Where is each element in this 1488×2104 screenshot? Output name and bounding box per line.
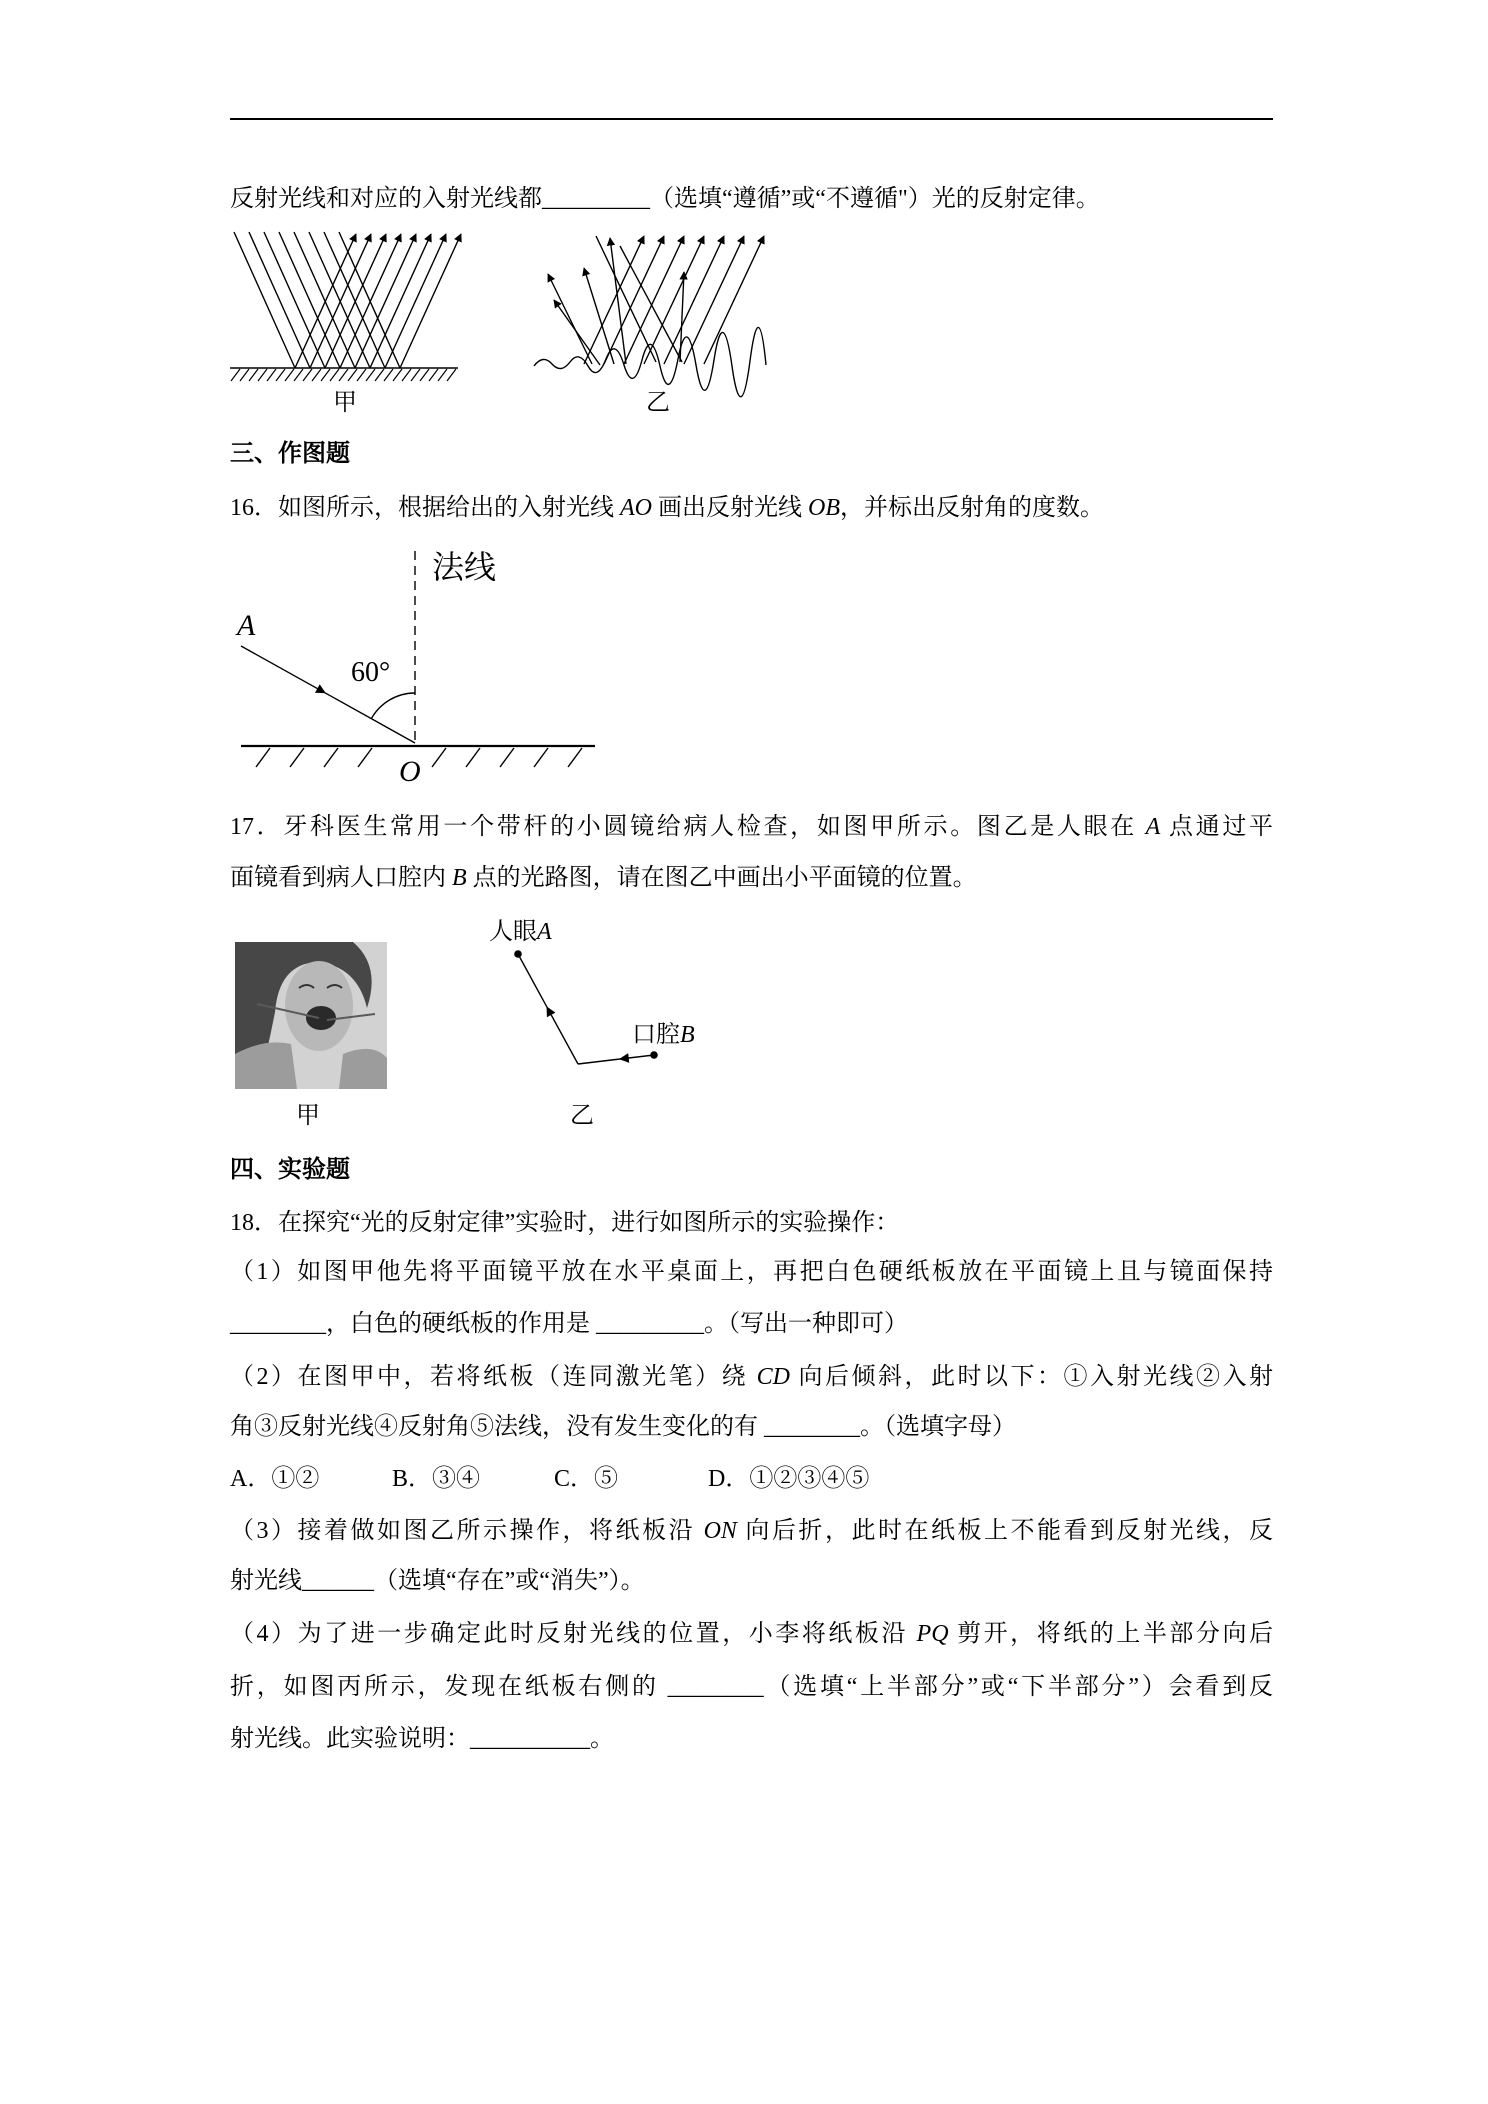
hatch-mark bbox=[429, 369, 438, 381]
hatch-mark bbox=[393, 369, 402, 381]
hatch-mark bbox=[384, 369, 393, 381]
hatch-mark bbox=[267, 369, 276, 381]
hatch-mark bbox=[357, 369, 366, 381]
parallel-ray bbox=[644, 236, 704, 364]
eye-label-text: 人眼 bbox=[489, 919, 537, 945]
hatch-mark bbox=[330, 369, 339, 381]
q17-prompt-line-1 bbox=[230, 810, 1273, 844]
incident-ray bbox=[324, 232, 385, 368]
q17-text: 点通过平 bbox=[1160, 814, 1274, 840]
incident-ray bbox=[249, 232, 310, 368]
q18-part4-line-3: 射光线。此实验说明：__________。 bbox=[230, 1726, 614, 1752]
option-a: A．①② bbox=[230, 1466, 320, 1492]
parallel-ray bbox=[604, 236, 664, 364]
section-title-drawing: 三、作图题 bbox=[230, 441, 350, 467]
parallel-ray bbox=[704, 236, 764, 364]
hatch-mark bbox=[290, 748, 304, 767]
hatch-mark bbox=[285, 369, 294, 381]
q18-part3-line-2: 射光线______（选填“存在”或“消失”）。 bbox=[230, 1568, 645, 1594]
light-ray-from-mouth bbox=[578, 1059, 620, 1064]
q15-continuation-line: 反射光线和对应的入射光线都_________（选填“遵循”或“不遵循"）光的反射定律。 bbox=[230, 186, 1100, 212]
hatch-mark bbox=[500, 748, 514, 767]
incident-ray bbox=[279, 232, 340, 368]
hatch-mark bbox=[358, 748, 372, 767]
q18-text: （4）为了进一步确定此时反射光线的位置，小李将纸板沿 bbox=[230, 1621, 917, 1647]
option-b: B．③④ bbox=[392, 1466, 481, 1492]
ray-ao-label: AO bbox=[620, 495, 652, 521]
q18-text: （3）接着做如图乙所示操作，将纸板沿 bbox=[230, 1518, 704, 1544]
hatch-mark bbox=[321, 369, 330, 381]
reflected-ray bbox=[400, 234, 461, 368]
hatch-mark bbox=[375, 369, 384, 381]
point-o-label: O bbox=[399, 755, 421, 788]
q18-part2-line-1 bbox=[230, 1360, 1273, 1394]
hatch-mark bbox=[249, 369, 258, 381]
q18-intro: 18．在探究“光的反射定律”实验时，进行如图所示的实验操作： bbox=[230, 1210, 900, 1236]
photo-right-hand bbox=[339, 1049, 387, 1089]
hatch-mark bbox=[534, 748, 548, 767]
q18-text: （2）在图甲中，若将纸板（连同激光笔）绕 bbox=[230, 1364, 757, 1390]
incident-ray bbox=[339, 232, 400, 368]
specular-reflection-figure bbox=[230, 228, 466, 388]
parallel-ray bbox=[584, 236, 644, 364]
light-ray-from-mouth bbox=[620, 1055, 654, 1059]
angle-arc bbox=[371, 693, 415, 719]
figure-label-yi: 乙 bbox=[570, 1103, 594, 1129]
figure-label-jia: 甲 bbox=[333, 390, 357, 416]
q18-text: 剪开，将纸的上半部分向后 bbox=[948, 1621, 1274, 1647]
hatch-mark bbox=[256, 748, 270, 767]
ray-ob-label: OB bbox=[808, 495, 840, 521]
figure-label-yi: 乙 bbox=[646, 390, 670, 416]
header-rule bbox=[230, 118, 1273, 120]
eye-point-letter: A bbox=[537, 919, 552, 945]
hatch-mark bbox=[432, 748, 446, 767]
light-ray-to-eye bbox=[518, 954, 547, 1007]
option-d: D．①②③④⑤ bbox=[708, 1466, 870, 1492]
q18-text: 向后折，此时在纸板上不能看到反射光线，反 bbox=[736, 1518, 1274, 1544]
incident-ray bbox=[309, 232, 370, 368]
q17-prompt-line-2 bbox=[230, 861, 1273, 895]
parallel-ray bbox=[684, 236, 744, 364]
point-a-ref: A bbox=[1145, 814, 1161, 840]
q18-part4-line-1 bbox=[230, 1617, 1273, 1651]
hatch-mark bbox=[276, 369, 285, 381]
hatch-mark bbox=[258, 369, 267, 381]
incident-ray bbox=[596, 236, 656, 362]
mouth-point bbox=[650, 1051, 658, 1059]
q16-text: 画出反射光线 bbox=[652, 495, 808, 521]
reflected-ray bbox=[355, 234, 416, 368]
q18-options bbox=[230, 1462, 1273, 1496]
hatch-mark bbox=[420, 369, 429, 381]
diffuse-reflection-figure bbox=[534, 228, 770, 388]
parallel-ray bbox=[624, 236, 684, 364]
hatch-mark bbox=[466, 748, 480, 767]
axis-cd-label: CD bbox=[756, 1364, 790, 1390]
q16-text: 16．如图所示，根据给出的入射光线 bbox=[230, 495, 620, 521]
q18-part1-line-2: ________，白色的硬纸板的作用是 _________。（写出一种即可） bbox=[230, 1311, 908, 1337]
light-path-diagram bbox=[480, 915, 705, 1075]
hatch-mark bbox=[438, 369, 447, 381]
point-b-ref: B bbox=[452, 865, 467, 891]
hatch-mark bbox=[294, 369, 303, 381]
scattered-ray bbox=[554, 300, 600, 365]
q18-part3-line-1 bbox=[230, 1514, 1273, 1548]
hatch-mark bbox=[411, 369, 420, 381]
hatch-mark bbox=[366, 369, 375, 381]
section-title-experiment: 四、实验题 bbox=[230, 1157, 350, 1183]
angle-label: 60° bbox=[351, 657, 391, 688]
photo-mouth bbox=[306, 1006, 336, 1030]
reflected-ray bbox=[385, 234, 446, 368]
figure-label-jia: 甲 bbox=[296, 1103, 320, 1129]
incident-ray bbox=[294, 232, 355, 368]
q18-part2-line-2: 角③反射光线④反射角⑤法线，没有发生变化的有 ________。（选填字母） bbox=[230, 1414, 1016, 1440]
dental-exam-photo bbox=[235, 942, 387, 1089]
light-ray-to-eye bbox=[547, 1007, 578, 1064]
incident-ray bbox=[241, 646, 325, 693]
eye-label bbox=[489, 919, 552, 945]
reflection-angle-figure bbox=[230, 540, 610, 795]
q18-part1-line-1: （1）如图甲他先将平面镜平放在水平桌面上，再把白色硬纸板放在平面镜上且与镜面保持 bbox=[230, 1259, 1273, 1285]
incident-ray bbox=[234, 232, 295, 368]
mouth-label bbox=[632, 1021, 695, 1048]
hatch-mark bbox=[348, 369, 357, 381]
hatch-mark bbox=[240, 369, 249, 381]
reflected-ray bbox=[370, 234, 431, 368]
incident-ray bbox=[264, 232, 325, 368]
photo-face bbox=[285, 961, 353, 1051]
normal-label: 法线 bbox=[432, 549, 497, 585]
hatch-mark bbox=[339, 369, 348, 381]
hatch-mark bbox=[231, 369, 240, 381]
q17-text: 面镜看到病人口腔内 bbox=[230, 865, 452, 891]
incident-ray bbox=[325, 693, 415, 743]
option-c: C．⑤ bbox=[554, 1466, 619, 1492]
hatch-mark bbox=[568, 748, 582, 767]
q16-text: ，并标出反射角的度数。 bbox=[840, 495, 1104, 521]
q18-text: 向后倾斜，此时以下：①入射光线②入射 bbox=[789, 1364, 1274, 1390]
hatch-mark bbox=[312, 369, 321, 381]
q17-text: 点的光路图，请在图乙中画出小平面镜的位置。 bbox=[466, 865, 977, 891]
hatch-mark bbox=[447, 369, 456, 381]
q18-part4-line-2: 折，如图丙所示，发现在纸板右侧的 ________（选填“上半部分”或“下半部分”）会看到反 bbox=[230, 1674, 1273, 1700]
q17-text: 17．牙科医生常用一个带杆的小圆镜给病人检查，如图甲所示。图乙是人眼在 bbox=[230, 814, 1146, 840]
fold-on-label: ON bbox=[703, 1518, 737, 1544]
mouth-point-letter: B bbox=[680, 1022, 695, 1048]
mouth-label-text: 口腔 bbox=[632, 1022, 680, 1048]
hatch-mark bbox=[402, 369, 411, 381]
cut-pq-label: PQ bbox=[916, 1621, 949, 1647]
scattered-ray bbox=[548, 274, 592, 364]
hatch-mark bbox=[303, 369, 312, 381]
hatch-mark bbox=[324, 748, 338, 767]
point-a-label: A bbox=[237, 609, 256, 642]
q16-prompt bbox=[230, 491, 1273, 525]
